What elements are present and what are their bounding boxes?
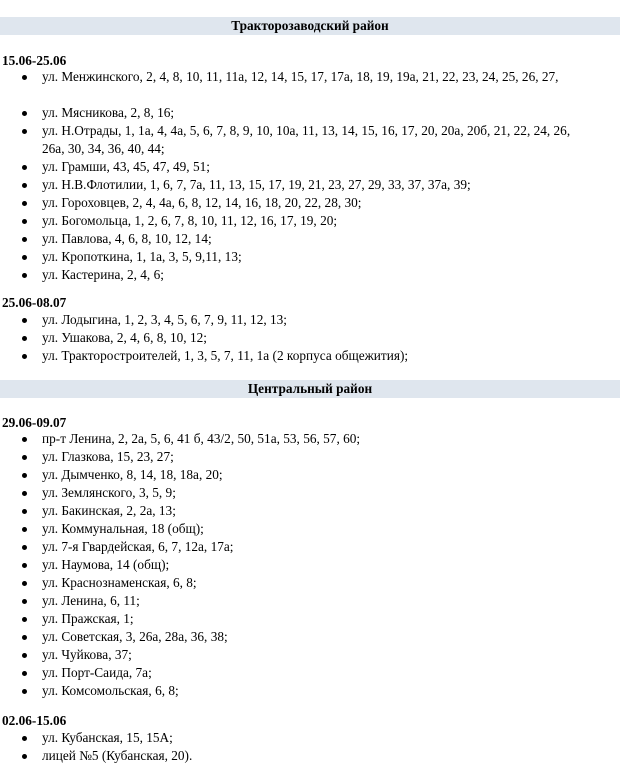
date-range: 02.06-15.06 [2,713,67,728]
street-text: ул. Богомольца, 1, 2, 6, 7, 8, 10, 11, 12, 16, 17, 19, 20; [42,213,338,228]
bullet-icon [22,237,27,242]
street-text: ул. Кастерина, 2, 4, 6; [42,267,164,282]
bullet-icon [22,455,27,460]
list-item [0,212,570,230]
list-item [0,610,360,628]
street-text: ул. Краснознаменская, 6, 8; [42,575,197,590]
list-item [0,194,570,212]
list-item [0,556,360,574]
bullet-icon [22,671,27,676]
street-text: ул. Чуйкова, 37; [42,647,132,662]
list-item [0,266,570,284]
bullet-icon [22,437,27,442]
street-text: ул. Ленина, 6, 11; [42,593,140,608]
list-item [0,448,360,466]
list-item [0,122,570,158]
street-text: ул. Глазкова, 15, 23, 27; [42,449,174,464]
bullet-icon [22,219,27,224]
street-text: ул. Коммунальная, 18 (общ); [42,521,204,536]
bullet-icon [22,255,27,260]
bullet-icon [22,617,27,622]
district-section-central [0,380,620,398]
street-text: ул. 7-я Гвардейская, 6, 7, 12а, 17а; [42,539,234,554]
street-text: ул. Пражская, 1; [42,611,134,626]
list-item [0,538,360,556]
street-text: ул. Комсомольская, 6, 8; [42,683,179,698]
bullet-icon [22,509,27,514]
list-item [0,158,570,176]
district-header: Тракторозаводский район [0,17,620,35]
bullet-icon [22,183,27,188]
bullet-icon [22,354,27,359]
bullet-icon [22,754,27,759]
bullet-icon [22,165,27,170]
list-item [0,592,360,610]
bullet-icon [22,273,27,278]
date-range: 29.06-09.07 [2,415,67,430]
district-section-traktorozavodsky [0,17,620,35]
street-text: лицей №5 (Кубанская, 20). [42,748,193,763]
bullet-icon [22,129,27,134]
street-text: ул. Кубанская, 15, 15А; [42,730,173,745]
list-item [0,466,360,484]
bullet-icon [22,563,27,568]
bullet-icon [22,581,27,586]
street-list [0,311,408,365]
street-text: ул. Грамши, 43, 45, 47, 49, 51; [42,159,210,174]
bullet-icon [22,201,27,206]
bullet-icon [22,491,27,496]
list-item [0,520,360,538]
bullet-icon [22,635,27,640]
date-range: 25.06-08.07 [2,295,67,310]
list-item [0,68,570,104]
street-text: ул. Павлова, 4, 6, 8, 10, 12, 14; [42,231,212,246]
list-item [0,646,360,664]
street-text: ул. Гороховцев, 2, 4, 4а, 6, 8, 12, 14, 16, 18, 20, 22, 28, 30; [42,195,362,210]
street-text: ул. Советская, 3, 26а, 28а, 36, 38; [42,629,228,644]
list-item [0,628,360,646]
street-text: ул. Мясникова, 2, 8, 16; [42,105,175,120]
street-text: ул. Наумова, 14 (общ); [42,557,170,572]
bullet-icon [22,111,27,116]
street-text: ул. Бакинская, 2, 2а, 13; [42,503,176,518]
list-item [0,502,360,520]
date-range: 15.06-25.06 [2,53,67,68]
bullet-icon [22,599,27,604]
bullet-icon [22,336,27,341]
date-group [0,52,66,69]
street-text: ул. Кропоткина, 1, 1а, 3, 5, 9,11, 13; [42,249,242,264]
bullet-icon [22,653,27,658]
bullet-icon [22,527,27,532]
list-item [0,230,570,248]
bullet-icon [22,689,27,694]
list-item [0,729,192,747]
street-text: ул. Менжинского, 2, 4, 8, 10, 11, 11а, 12, 14, 15, 17, 17а, 18, 19, 19а, 21, 22, 23, 24, 25, 26, 27, [42,69,559,84]
street-text: ул. Н.Отрады, 1, 1а, 4, 4а, 5, 6, 7, 8, 9, 10, 10а, 11, 13, 14, 15, 16, 17, 20, 20а, 20б, 21, 22, 24, 26, [42,123,571,138]
bullet-icon [22,736,27,741]
bullet-icon [22,75,27,80]
street-text: ул. Дымченко, 8, 14, 18, 18а, 20; [42,467,223,482]
list-item [0,682,360,700]
street-text: пр-т Ленина, 2, 2а, 5, 6, 41 б, 43/2, 50, 51а, 53, 56, 57, 60; [42,431,361,446]
date-group [0,414,66,431]
list-item [0,484,360,502]
list-item [0,311,408,329]
street-list [0,430,360,700]
list-item [0,104,570,122]
list-item [0,329,408,347]
bullet-icon [22,473,27,478]
date-group [0,294,66,311]
street-text: ул. Лодыгина, 1, 2, 3, 4, 5, 6, 7, 9, 11, 12, 13; [42,312,287,327]
street-list [0,729,192,765]
list-item [0,347,408,365]
list-item [0,574,360,592]
list-item [0,176,570,194]
district-header: Центральный район [0,380,620,398]
list-item [0,747,192,765]
list-item [0,430,360,448]
list-item [0,248,570,266]
street-text: ул. Ушакова, 2, 4, 6, 8, 10, 12; [42,330,207,345]
bullet-icon [22,545,27,550]
street-list [0,68,570,284]
street-text-continuation: 26а, 30, 34, 36, 40, 44; [42,141,165,156]
street-text: ул. Н.В.Флотилии, 1, 6, 7, 7а, 11, 13, 15, 17, 19, 21, 23, 27, 29, 33, 37, 37а, 39; [42,177,471,192]
street-text: ул. Землянского, 3, 5, 9; [42,485,176,500]
bullet-icon [22,318,27,323]
list-item [0,664,360,682]
street-text: ул. Тракторостроителей, 1, 3, 5, 7, 11, 1а (2 корпуса общежития); [42,348,409,363]
date-group [0,712,66,729]
street-text: ул. Порт-Саида, 7а; [42,665,152,680]
